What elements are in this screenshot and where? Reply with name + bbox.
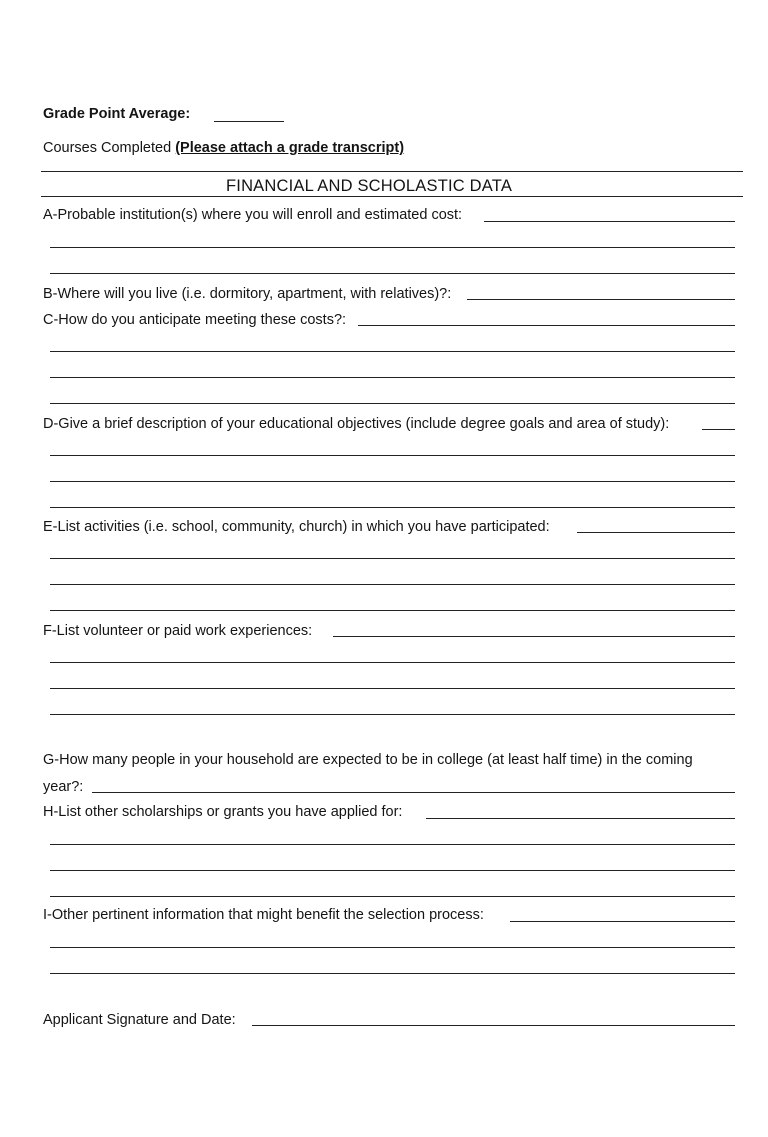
question-d-line-4[interactable] — [50, 507, 735, 508]
question-h-line-2[interactable] — [50, 844, 735, 845]
question-h-label: H-List other scholarships or grants you have applied for: — [43, 804, 403, 820]
section-rule-bottom — [41, 196, 743, 197]
question-f-line-2[interactable] — [50, 662, 735, 663]
question-c-line-3[interactable] — [50, 377, 735, 378]
question-i-label: I-Other pertinent information that might benefit the selection process: — [43, 907, 484, 923]
question-b-field[interactable] — [467, 299, 735, 300]
question-d-line-3[interactable] — [50, 481, 735, 482]
question-a-line-2[interactable] — [50, 247, 735, 248]
question-d-field[interactable] — [702, 429, 735, 430]
question-a-line-3[interactable] — [50, 273, 735, 274]
signature-field[interactable] — [252, 1025, 735, 1026]
question-e-line-4[interactable] — [50, 610, 735, 611]
question-c-line-2[interactable] — [50, 351, 735, 352]
question-f-line-4[interactable] — [50, 714, 735, 715]
question-c-field[interactable] — [358, 325, 735, 326]
question-g-field[interactable] — [92, 792, 735, 793]
question-d-label: D-Give a brief description of your educational objectives (include degree goals and area of study): — [43, 416, 670, 432]
signature-label: Applicant Signature and Date: — [43, 1012, 236, 1028]
section-rule-top — [41, 171, 743, 172]
question-i-field[interactable] — [510, 921, 735, 922]
question-e-line-3[interactable] — [50, 584, 735, 585]
question-h-line-4[interactable] — [50, 896, 735, 897]
question-b-label: B-Where will you live (i.e. dormitory, apartment, with relatives)?: — [43, 286, 452, 302]
courses-completed-text: Courses Completed — [43, 140, 172, 156]
section-title: FINANCIAL AND SCHOLASTIC DATA — [226, 177, 513, 195]
courses-completed-label — [43, 140, 404, 157]
question-h-field[interactable] — [426, 818, 735, 819]
question-a-label: A-Probable institution(s) where you will enroll and estimated cost: — [43, 207, 463, 223]
question-e-label: E-List activities (i.e. school, community, church) in which you have participated: — [43, 519, 550, 535]
question-e-field[interactable] — [577, 532, 735, 533]
question-g-label-line-2: year?: — [43, 779, 84, 795]
question-f-line-3[interactable] — [50, 688, 735, 689]
question-e-line-2[interactable] — [50, 558, 735, 559]
question-d-line-2[interactable] — [50, 455, 735, 456]
question-a-field[interactable] — [484, 221, 735, 222]
gpa-field[interactable] — [214, 121, 284, 122]
gpa-label: Grade Point Average: — [43, 106, 191, 122]
question-f-label: F-List volunteer or paid work experiences: — [43, 623, 313, 639]
question-f-field[interactable] — [333, 636, 735, 637]
question-c-line-4[interactable] — [50, 403, 735, 404]
question-i-line-3[interactable] — [50, 973, 735, 974]
question-i-line-2[interactable] — [50, 947, 735, 948]
question-c-label: C-How do you anticipate meeting these costs?: — [43, 312, 347, 328]
question-h-line-3[interactable] — [50, 870, 735, 871]
transcript-note: (Please attach a grade transcript) — [175, 140, 405, 156]
question-g-label-line-1: G-How many people in your household are expected to be in college (at least half time) in the coming — [43, 752, 693, 768]
